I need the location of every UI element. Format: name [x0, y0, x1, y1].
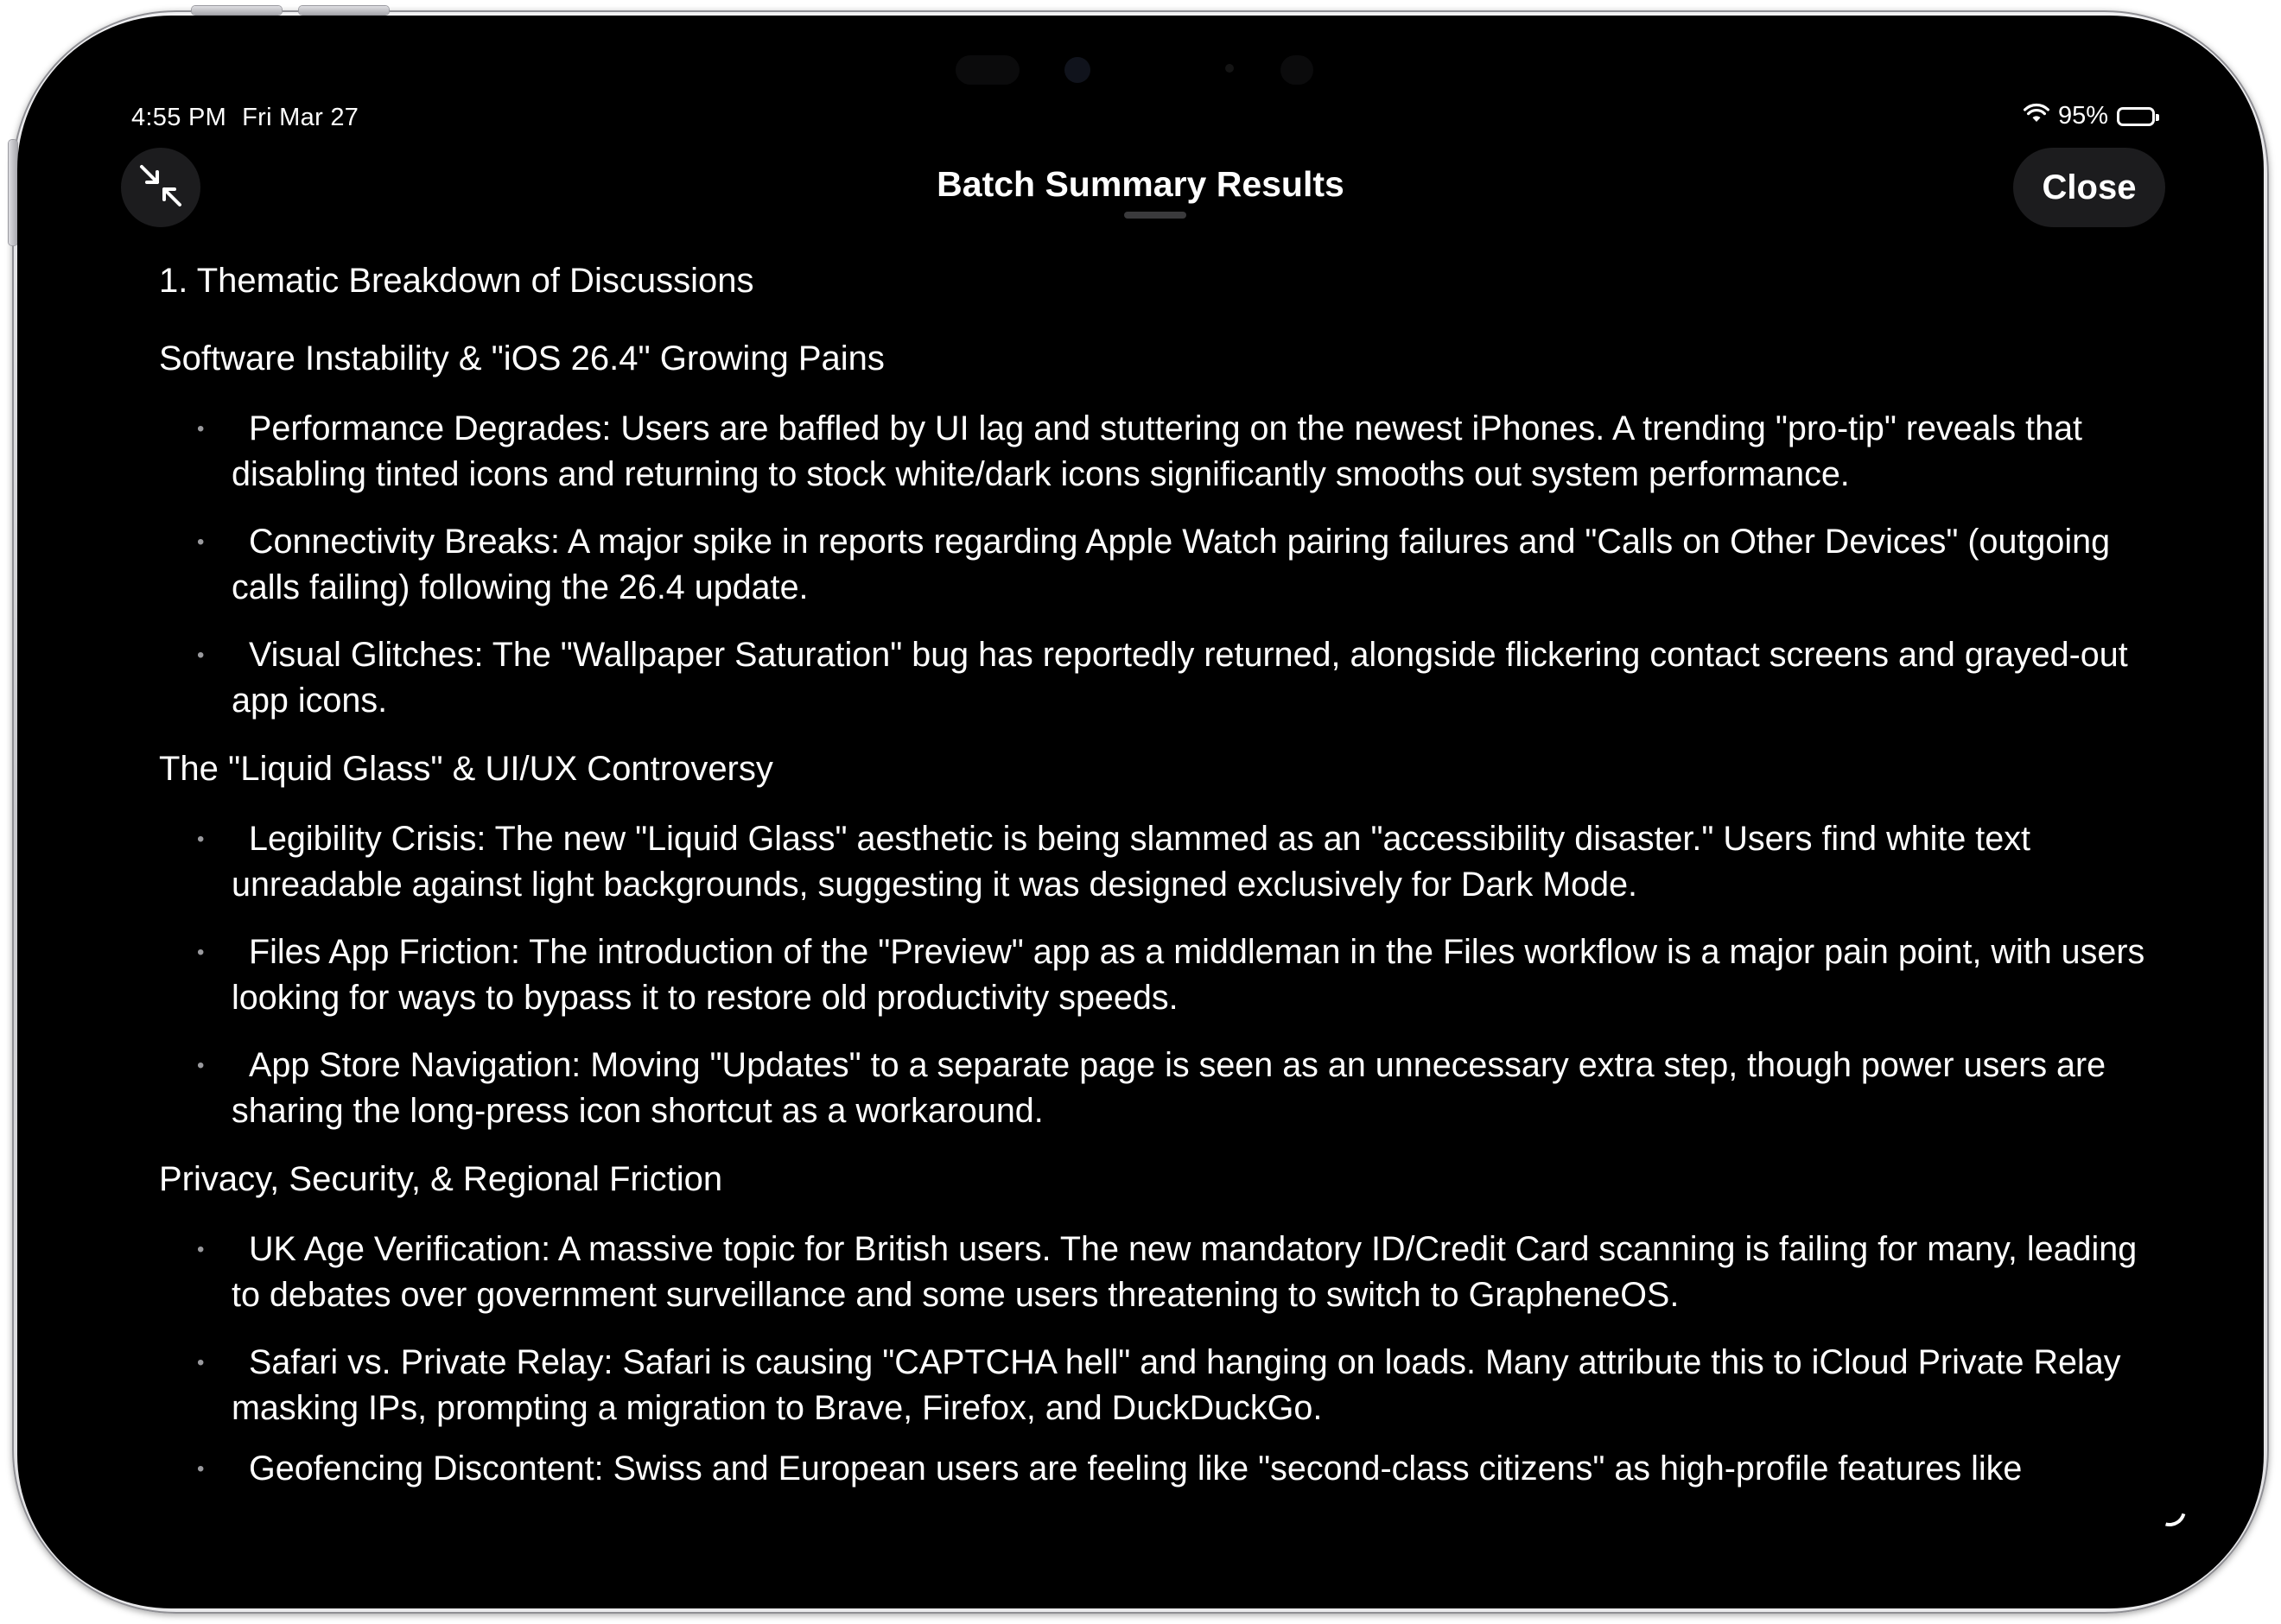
flood-illuminator-icon [1280, 55, 1313, 85]
bullet-icon: • [197, 1351, 205, 1374]
section-list [159, 816, 2163, 1134]
battery-percent: 95% [2057, 102, 2108, 130]
close-button[interactable]: Close [2013, 148, 2165, 227]
list-item [159, 1227, 2163, 1318]
proximity-icon [1225, 64, 1234, 73]
list-item-text: Safari vs. Private Relay: Safari is causing "CAPTCHA hell" and hanging on loads. Many attribute this to iCloud Private Relay masking IPs, prompting a migration to Brave, Firefox, and DuckDuckGo. [232, 1343, 2121, 1427]
list-item [159, 1446, 2163, 1492]
bullet-icon: • [197, 530, 205, 554]
list-item [159, 519, 2163, 611]
list-item-text: Geofencing Discontent: Swiss and European users are feeling like "second-class citizens" as high-profile features like [249, 1450, 2023, 1488]
bullet-icon: • [197, 644, 205, 667]
status-bar-right [2024, 102, 2155, 130]
section-title: Privacy, Security, & Regional Friction [159, 1160, 723, 1198]
sensor-icon [956, 55, 1020, 85]
list-item [159, 1043, 2163, 1134]
section-title: Software Instability & "iOS 26.4" Growing Pains [159, 339, 885, 377]
list-item [159, 406, 2163, 498]
sheet-grabber[interactable] [1124, 212, 1186, 219]
wifi-icon [2024, 102, 2049, 130]
list-item-text: Legibility Crisis: The new "Liquid Glass" aesthetic is being slammed as an "accessibility disaster." Users find white text unreadable against light backgrounds, suggesting it was designed exclusively for Dark Mode. [232, 820, 2030, 904]
list-item [159, 632, 2163, 724]
top-side-button [9, 140, 17, 245]
section-list [159, 406, 2163, 724]
list-item-text: UK Age Verification: A massive topic for British users. The new mandatory ID/Credit Card scanning is failing for many, leading to debates over government surveillance and some users threatening to switch to GrapheneOS. [232, 1230, 2138, 1314]
bullet-icon: • [197, 1457, 205, 1481]
bullet-icon: • [197, 417, 205, 441]
page-title: Batch Summary Results [937, 164, 1344, 204]
list-item-text: Connectivity Breaks: A major spike in reports regarding Apple Watch pairing failures and "Calls on Other Devices" (outgoing calls failing) following the 26.4 update. [232, 523, 2111, 606]
list-item [159, 929, 2163, 1021]
status-date: Fri Mar 27 [242, 104, 359, 131]
battery-icon [2117, 107, 2155, 126]
bullet-icon: • [197, 1054, 205, 1077]
summary-heading: 1. Thematic Breakdown of Discussions [159, 262, 754, 300]
list-item-text: Visual Glitches: The "Wallpaper Saturation" bug has reportedly returned, alongside flickering contact screens and grayed-out app icons. [232, 636, 2128, 720]
list-item-text: Performance Degrades: Users are baffled by UI lag and stuttering on the newest iPhones. A trending "pro-tip" reveals that disabling tinted icons and returning to stock white/dark icons significantly smooths out system performance. [232, 409, 2083, 493]
bullet-icon: • [197, 828, 205, 851]
summary-content[interactable] [159, 257, 2163, 1532]
list-item-text: Files App Friction: The introduction of the "Preview" app as a middleman in the Files workflow is a major pain point, with users looking for ways to bypass it to restore old productivity speeds. [232, 933, 2145, 1017]
volume-up-button [192, 6, 282, 15]
list-item [159, 1340, 2163, 1431]
section-list [159, 1227, 2163, 1492]
bullet-icon: • [197, 941, 205, 964]
volume-down-button [299, 6, 389, 15]
status-bar-left [131, 104, 359, 132]
bullet-icon: • [197, 1238, 205, 1261]
camera-icon [1064, 57, 1090, 83]
list-item-text: App Store Navigation: Moving "Updates" to a separate page is seen as an unnecessary extra step, though power users are sharing the long-press icon shortcut as a workaround. [232, 1046, 2106, 1130]
section-title: The "Liquid Glass" & UI/UX Controversy [159, 750, 773, 788]
screen [17, 16, 2264, 1608]
list-item [159, 816, 2163, 908]
status-time: 4:55 PM [131, 104, 227, 131]
